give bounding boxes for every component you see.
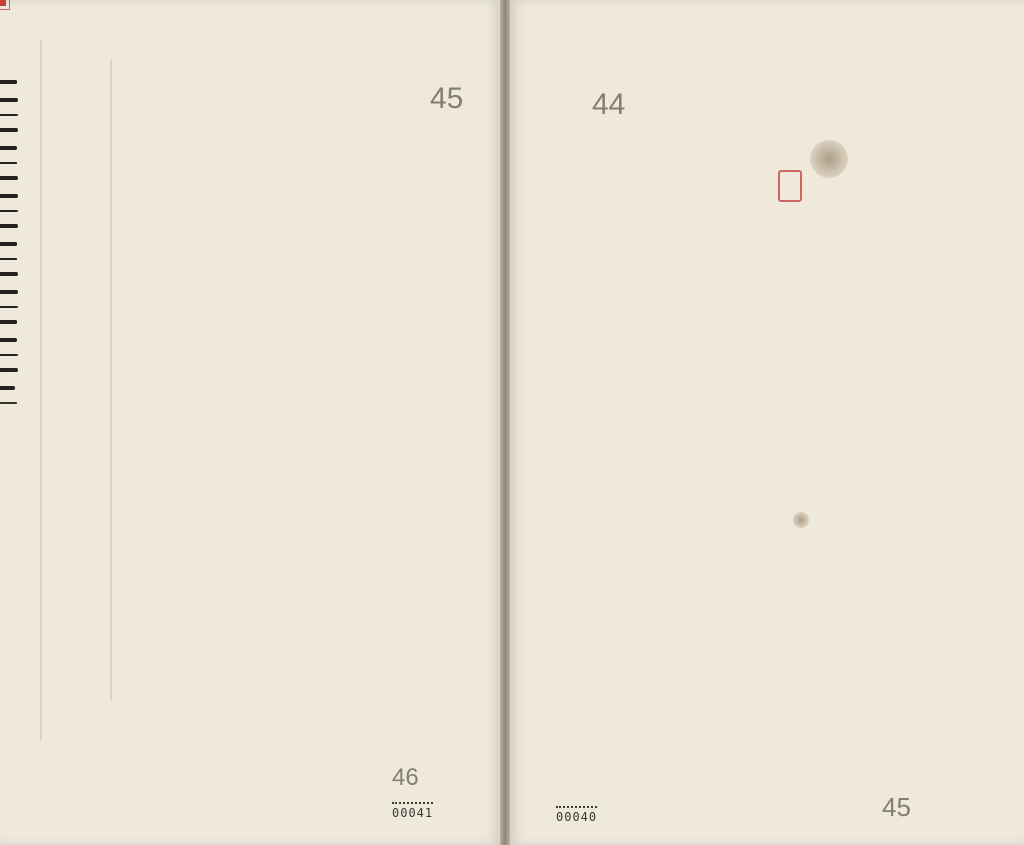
ink-stroke	[0, 354, 16, 356]
left-page	[0, 0, 500, 845]
ink-stroke	[0, 98, 16, 102]
folio-number-bottom: 45	[882, 792, 911, 822]
show-through-line	[40, 40, 42, 740]
ink-stroke	[0, 242, 16, 246]
ledger-table-right	[0, 0, 6, 6]
ink-stroke	[0, 176, 18, 180]
red-seal-stamp	[778, 170, 802, 202]
ink-stroke	[0, 162, 14, 164]
ink-stroke	[0, 224, 12, 228]
ink-stain	[810, 140, 848, 178]
ink-stroke	[0, 114, 12, 116]
folio-number-top: 44	[592, 88, 626, 121]
ink-stroke	[0, 320, 17, 324]
ink-stroke	[0, 306, 14, 308]
folio-number-bottom: 46	[392, 764, 419, 791]
right-page	[510, 0, 1024, 845]
ink-stroke	[0, 338, 13, 342]
book-gutter	[500, 0, 510, 845]
ink-stroke	[0, 386, 13, 390]
ink-stain	[793, 512, 809, 528]
archive-stamp: 00041	[392, 802, 433, 820]
ink-stroke	[0, 146, 11, 150]
show-through-line	[110, 60, 112, 700]
ink-stroke	[0, 210, 17, 212]
ink-stroke	[0, 80, 13, 84]
ink-stroke	[0, 272, 15, 276]
ink-stroke	[0, 258, 11, 260]
folio-number-top: 45	[430, 82, 464, 115]
ink-stroke	[0, 402, 17, 404]
ink-stroke	[0, 128, 15, 132]
handwritten-entry	[0, 73, 20, 379]
ink-stroke	[0, 368, 12, 372]
ink-stroke	[0, 194, 13, 198]
archive-stamp: 00040	[556, 806, 597, 824]
ink-stroke	[0, 290, 10, 294]
